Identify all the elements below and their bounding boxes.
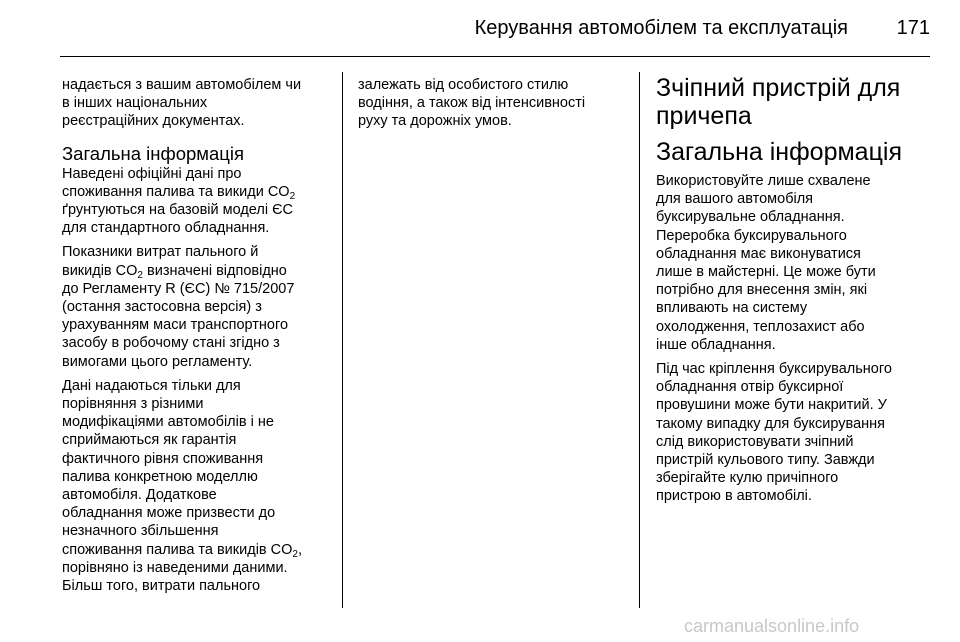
paragraph: Показники витрат пального й викидів $CO_2$ визначені відповідно до Регламенту R (ЄС) № 715/2007 (остання застосовна версія) з урахуванням маси транспортного засобу в робочому стані згідно з вимогами цього регламенту. [62,244,295,370]
page-header [60,0,930,56]
header-title: Керування автомобілем та експлуатація [474,17,848,39]
paragraph: Використовуйте лише схвалене для вашого автомобіля буксирувальне обладнання. Переробка буксирувального обладнання має виконуватися лише в майстерні. Це може бути потрібно для внесення змін, які впливають на систему охолодження, теплозахист або інше обладнання. [656,173,876,353]
column-divider [342,72,343,608]
header-rule [60,56,930,57]
column-divider [639,72,640,608]
paragraph: Дані надаються тільки для порівняння з різними модифікаціями автомобілів і не сприймаються як гарантія фактичного рівня споживання палива конкретною моделлю автомобіля. Додаткове обладнання може призвести до незначного збільшення споживання палива та викидів $CO_2$, порівняно із наведеними даними. Більш того, витрати пального [62,377,302,595]
watermark: carmanualsonline.info [684,616,860,636]
page-number: 171 [896,17,930,39]
paragraph: надається з вашим автомобілем чи в інших національних реєстраційних документах. [62,77,302,130]
section-heading: Загальна інформація [656,138,902,166]
paragraph: залежать від особистого стилю водіння, а також від інтенсивності руху та дорожніх умов. [358,77,586,130]
section-heading: Загальна інформація [62,142,245,164]
column-1 [62,76,338,595]
column-2 [358,76,626,137]
paragraph: Наведені офіційні дані про споживання палива та викиди $CO_2$ ґрунтуються на базовій моделі ЄС для стандартного обладнання. [62,165,296,237]
paragraph: Під час кріплення буксирувального обладнання отвір буксирної провушини може бути накритий. У такому випадку для буксирування слід використовувати зчіпний пристрій кульового типу. Завжди зберігайте кулю причіпного пристрою в автомобілі. [656,361,892,505]
column-3 [656,72,936,512]
chapter-title: Зчіпний пристрій для причепа [656,74,901,130]
